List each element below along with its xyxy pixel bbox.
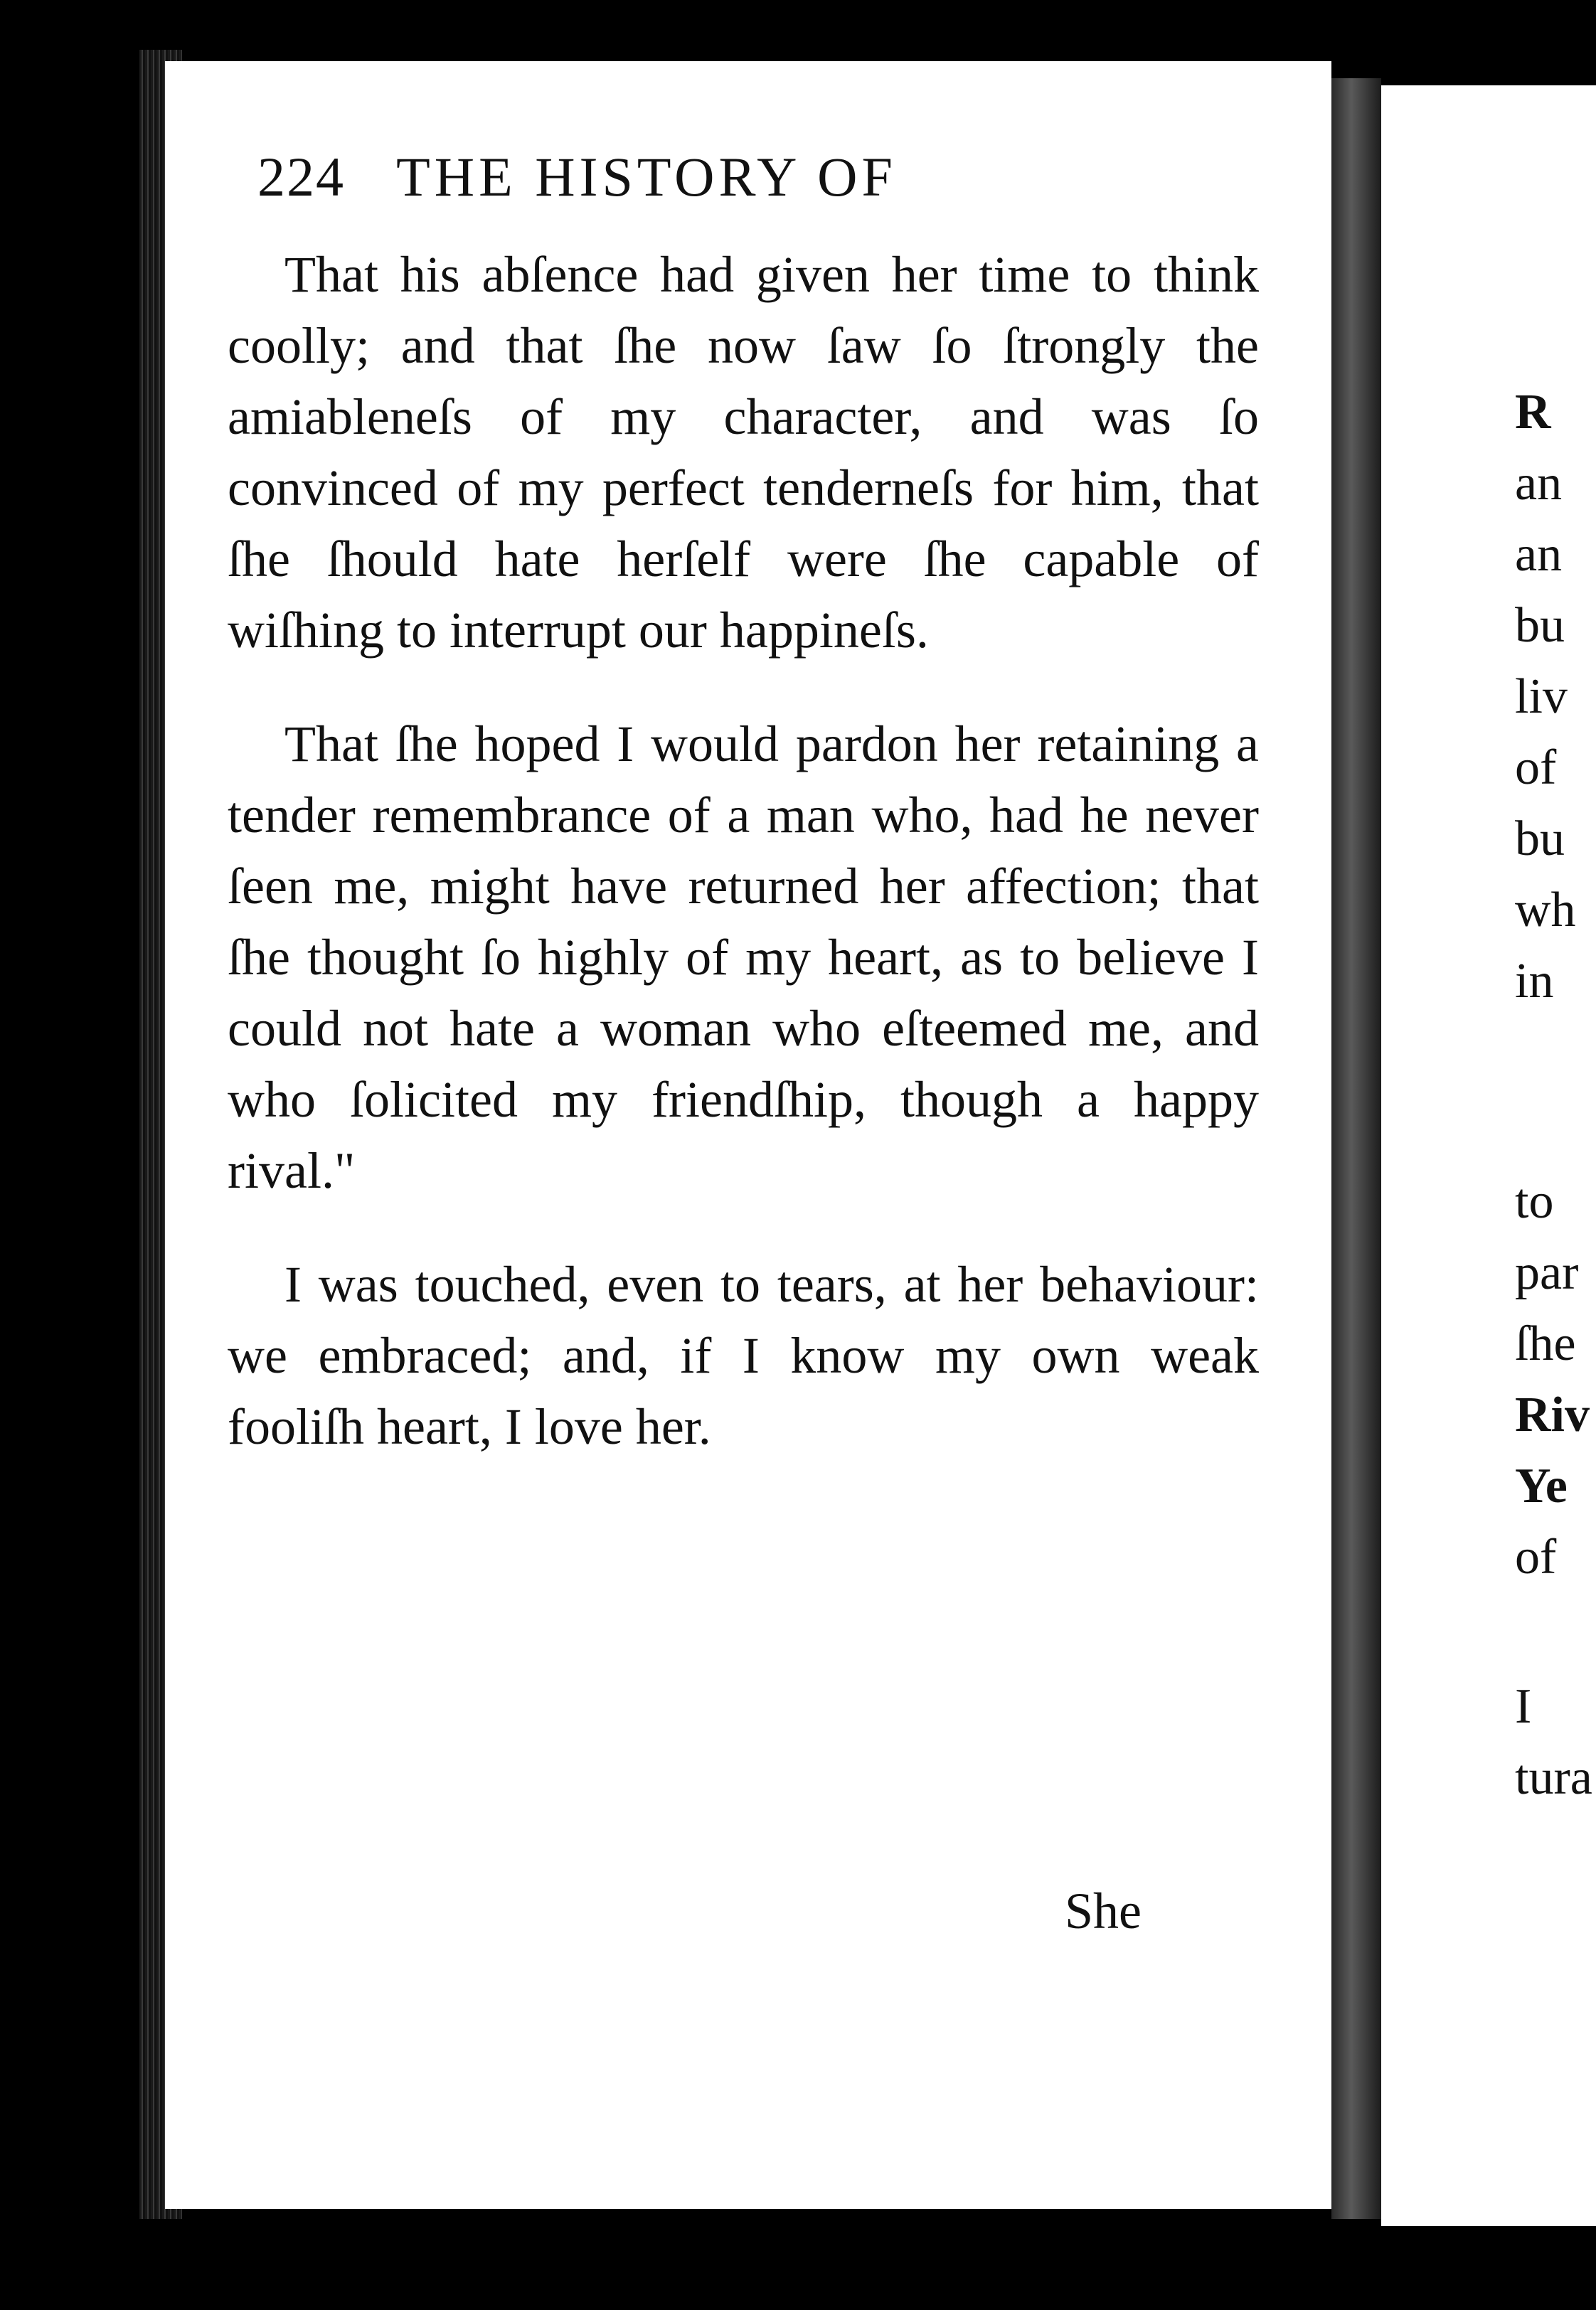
- page-number: 224: [257, 146, 345, 208]
- facing-page-fragment: of: [1515, 1530, 1557, 1585]
- facing-page-fragment: of: [1515, 740, 1557, 795]
- facing-page-fragment: par: [1515, 1245, 1579, 1300]
- body-text: [228, 239, 1259, 1462]
- facing-page-fragment: to: [1515, 1174, 1554, 1229]
- book-page: [165, 61, 1331, 2209]
- paragraph: That his abſence had given her time to think coolly; and that ſhe now ſaw ſo ſtrongly the amiableneſs of my character, and was ſo convinced of my perfect tenderneſs for him, that ſhe ſhould hate herſelf were ſhe capable of wiſhing to interrupt our happineſs.: [228, 246, 1259, 659]
- facing-page-fragment: an: [1515, 527, 1563, 582]
- running-head: [257, 145, 1296, 223]
- paragraph: That ſhe hoped I would pardon her retaining a tender remembrance of a man who, had he never ſeen me, might have returned her affection; that ſhe thought ſo highly of my heart, as to believe I could not hate a woman who eſteemed me, and who ſolicited my friendſhip, though a happy rival.": [228, 715, 1259, 1199]
- facing-page-fragment: Riv: [1515, 1388, 1590, 1442]
- page-gutter-shadow: [1331, 78, 1381, 2219]
- facing-page-fragment: tura: [1515, 1750, 1592, 1805]
- facing-page-fragment: I: [1515, 1679, 1532, 1734]
- facing-page-fragment: bu: [1515, 598, 1565, 653]
- facing-page-fragment: bu: [1515, 811, 1565, 866]
- facing-page-fragment: an: [1515, 456, 1563, 511]
- facing-page-fragment: in: [1515, 954, 1554, 1008]
- facing-page-fragment: wh: [1515, 883, 1576, 937]
- facing-page-fragment: ſhe: [1515, 1316, 1576, 1371]
- facing-page-fragment: R: [1515, 385, 1551, 440]
- facing-page-fragment: Ye: [1515, 1459, 1568, 1513]
- running-head-title: THE HISTORY OF: [396, 146, 897, 208]
- facing-page-fragment: liv: [1515, 669, 1568, 724]
- paragraph: I was touched, even to tears, at her behaviour: we embraced; and, if I know my own weak fooliſh heart, I love her.: [228, 1256, 1259, 1455]
- catchword: She: [1065, 1883, 1142, 1939]
